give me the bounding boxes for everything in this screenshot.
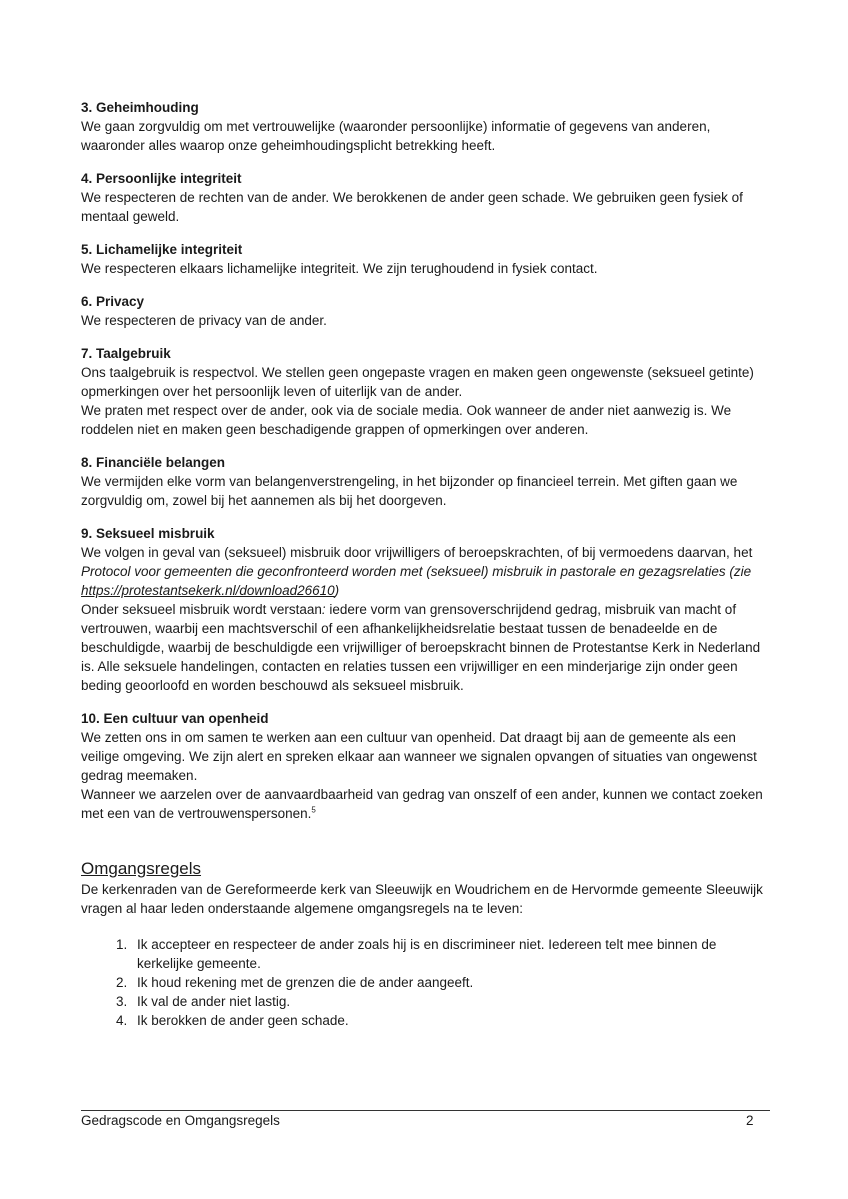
section-geheimhouding	[81, 98, 771, 155]
section-seksueel-misbruik	[81, 524, 771, 695]
list-item: 4. Ik berokken de ander geen schade.	[131, 1011, 771, 1030]
section-persoonlijke-integriteit	[81, 169, 771, 226]
section-financiele-belangen	[81, 453, 771, 510]
section-text	[81, 600, 771, 695]
definition-colon: :	[321, 602, 326, 617]
section-title: 3. Geheimhouding	[81, 100, 199, 115]
section-title: 8. Financiële belangen	[81, 455, 226, 470]
footnote-marker[interactable]: 5	[311, 805, 316, 815]
section-text: We respecteren de privacy van de ander.	[81, 313, 327, 328]
section-title: 9. Seksueel misbruik	[81, 526, 215, 541]
section-text: Ons taalgebruik is respectvol. We stellen geen ongepaste vragen en maken geen ongewenste (seksueel getinte) opmerkingen over het persoonlijk leven of uiterlijk van de ander.	[81, 365, 754, 399]
section-text: We praten met respect over de ander, ook via de sociale media. Ook wanneer de ander niet aanwezig is. We roddelen niet en maken geen beschadigende grappen of opmerkingen over anderen.	[81, 403, 732, 437]
section-title: 4. Persoonlijke integriteit	[81, 171, 242, 186]
page-number: 2	[746, 1113, 754, 1128]
list-item: 1. Ik accepteer en respecteer de ander zoals hij is en discrimineer niet. Iedereen telt mee binnen de kerkelijke gemeente.	[131, 935, 771, 973]
section-title: 10. Een cultuur van openheid	[81, 711, 269, 726]
section-title: 6. Privacy	[81, 294, 145, 309]
section-text: We zetten ons in om samen te werken aan een cultuur van openheid. Dat draagt bij aan de gemeente als een veilige omgeving. We zijn alert en spreken elkaar aan wanneer we signalen opvangen of situaties van ongewenst gedrag meemaken.	[81, 730, 757, 783]
rules-list	[81, 935, 771, 1030]
section-text: We respecteren elkaars lichamelijke integriteit. We zijn terughoudend in fysiek contact.	[81, 261, 598, 276]
footer-title: Gedragscode en Omgangsregels	[81, 1113, 280, 1128]
omgangsregels-intro: De kerkenraden van de Gereformeerde kerk van Sleeuwijk en Woudrichem en de Hervormde gemeente Sleeuwijk vragen al haar leden onderstaande algemene omgangsregels na te leven:	[81, 882, 763, 916]
section-text	[81, 785, 771, 823]
omgangsregels-heading: Omgangsregels	[81, 859, 202, 878]
section-cultuur-van-openheid	[81, 709, 771, 823]
list-item: 2. Ik houd rekening met de grenzen die de ander aangeeft.	[131, 973, 771, 992]
section-text: We respecteren de rechten van de ander. We berokkenen de ander geen schade. We gebruiken geen fysiek of mentaal geweld.	[81, 190, 743, 224]
contact-text: Wanneer we aarzelen over de aanvaardbaarheid van gedrag van onszelf of een ander, kunnen we contact zoeken met een van de vertrouwenspersonen.	[81, 787, 763, 821]
definition-text: iedere vorm van grensoverschrijdend gedrag, misbruik van macht of vertrouwen, waarbij een machtsverschil of een afhankelijkheidsrelatie bestaat tussen de benadeelde en de beschuldigde, waarbij de beschuldigde een vrijwilliger of beroepskracht binnen de Protestantse Kerk in Nederland is. Alle seksuele handelingen, contacten en relaties tussen een vrijwilliger en een minderjarige zijn onder geen beding geoorloofd en worden beschouwd als seksueel misbruik.	[81, 602, 761, 693]
section-lichamelijke-integriteit	[81, 240, 771, 278]
link-close: )	[334, 583, 340, 598]
section-title: 5. Lichamelijke integriteit	[81, 242, 243, 257]
footer-divider	[81, 1110, 770, 1111]
section-title: 7. Taalgebruik	[81, 346, 171, 361]
intro-text: We volgen in geval van (seksueel) misbruik door vrijwilligers of beroepskrachten, of bij vermoedens daarvan, het	[81, 545, 753, 560]
section-text: We vermijden elke vorm van belangenverstrengeling, in het bijzonder op financieel terrein. Met giften gaan we zorgvuldig om, zowel bij het aannemen als bij het doorgeven.	[81, 474, 738, 508]
section-text	[81, 543, 771, 600]
section-text: We gaan zorgvuldig om met vertrouwelijke (waaronder persoonlijke) informatie of gegevens van anderen, waaronder alles waarop onze geheimhoudingsplicht betrekking heeft.	[81, 119, 711, 153]
section-privacy	[81, 292, 771, 330]
document-page	[81, 98, 771, 1030]
definition-lead: Onder seksueel misbruik wordt verstaan	[81, 602, 322, 617]
protocol-link[interactable]: https://protestantsekerk.nl/download26610	[81, 583, 335, 598]
section-taalgebruik	[81, 344, 771, 439]
protocol-title: Protocol voor gemeenten die geconfronteerd worden met (seksueel) misbruik in pastorale en gezagsrelaties (zie	[81, 564, 752, 579]
list-item: 3. Ik val de ander niet lastig.	[131, 992, 771, 1011]
